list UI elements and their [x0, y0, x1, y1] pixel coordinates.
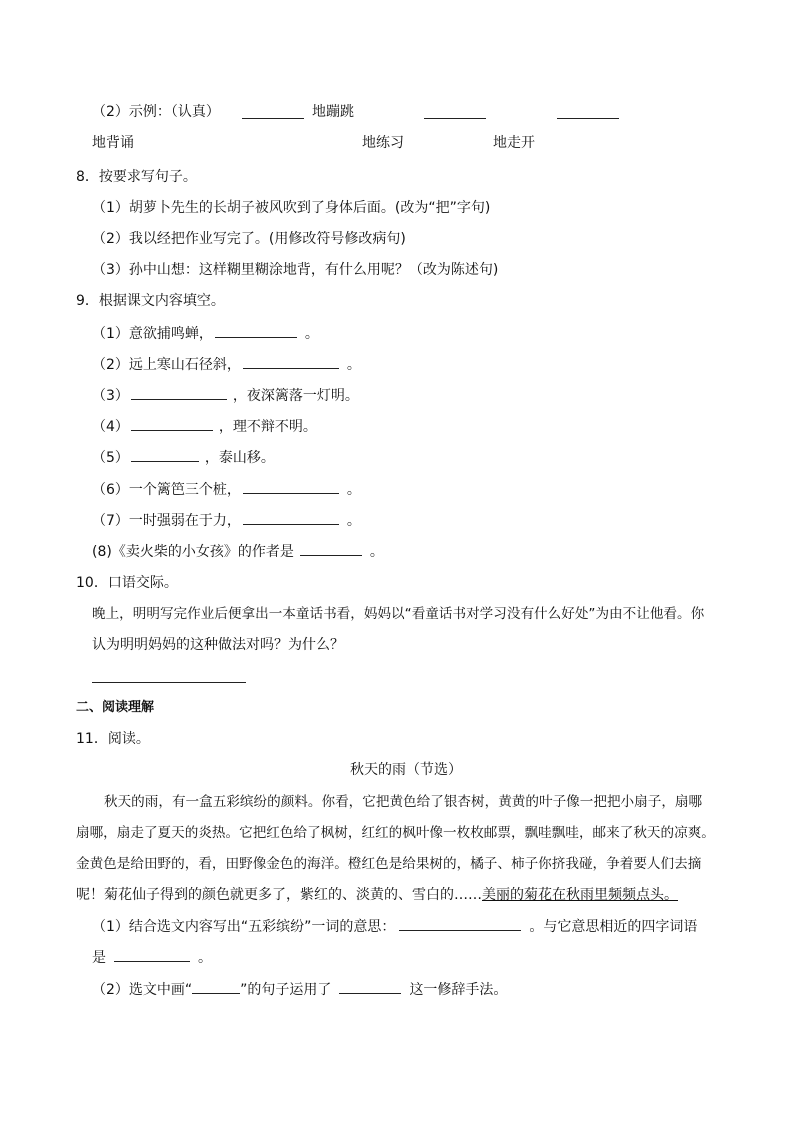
- passage-title: 秋天的雨（节选）: [350, 762, 462, 778]
- q9-item-1: [92, 323, 319, 344]
- q11-sub-1-cont: [92, 947, 212, 968]
- answer-blank-q9-3[interactable]: [131, 385, 227, 400]
- q9-item-6: [92, 479, 361, 500]
- q9-item-8-text: (8)《卖火柴的小女孩》的作者是: [92, 544, 294, 560]
- q8-item-2: （2）我以经把作业写完了。(用修改符号修改病句): [92, 231, 406, 247]
- passage-line-2: 扇哪，扇走了夏天的炎热。它把红色给了枫树，红红的枫叶像一枚枚邮票，飘哇飘哇，邮来了秋天的凉爽。: [76, 825, 715, 841]
- q11-sub-1-text-3: 是: [92, 950, 106, 966]
- q11-title: 11．阅读。: [76, 731, 150, 747]
- q9-item-2-end: 。: [346, 357, 361, 373]
- q11-sub-2: [92, 979, 507, 1000]
- q9-item-4-end: ，理不辩不明。: [218, 419, 317, 435]
- q7-item2-row: [92, 102, 220, 122]
- q9-item-5-text: （5）: [92, 450, 129, 466]
- answer-blank-q9-2[interactable]: [243, 354, 339, 369]
- answer-blank-q7-3[interactable]: [557, 104, 619, 119]
- answer-blank-q11-1[interactable]: [399, 916, 521, 931]
- q11-sub-1-text-4: 。: [198, 950, 212, 966]
- q7-item2-prefix: （2）示例：（认真）: [92, 104, 220, 120]
- q11-sub-1-text: （1）结合选文内容写出“五彩缤纷”一词的意思：: [92, 919, 396, 935]
- answer-blank-q7-1[interactable]: [242, 104, 304, 119]
- q10-text-line-1: 晚上，明明写完作业后便拿出一本童话书看，妈妈以“看童话书对学习没有什么好处”为由不让他看。你: [92, 606, 705, 622]
- q11-sub-1-text-2: 。与它意思相近的四字词语: [529, 919, 698, 935]
- q9-item-7: [92, 510, 361, 531]
- q9-item-3-text: （3）: [92, 388, 129, 404]
- q11-sub-2-text: （2）选文中画“: [92, 982, 193, 998]
- answer-blank-q9-8[interactable]: [300, 541, 362, 556]
- answer-blank-q9-1[interactable]: [215, 323, 297, 338]
- underline-mark-sample: [192, 979, 240, 994]
- q9-item-5: [92, 447, 275, 468]
- q7-word-3: 地练习: [362, 135, 404, 151]
- answer-blank-q9-4[interactable]: [131, 416, 213, 431]
- section-2-title: 二、阅读理解: [76, 700, 155, 715]
- underlined-sentence: 美丽的菊花在秋雨里频频点头。: [482, 887, 678, 903]
- q9-item-2: [92, 354, 361, 375]
- q9-item-1-text: （1）意欲捕鸣蝉，: [92, 326, 213, 342]
- answer-blank-q7-2[interactable]: [424, 104, 486, 119]
- q9-item-8-end: 。: [369, 544, 384, 560]
- passage-line-1: 秋天的雨，有一盒五彩缤纷的颜料。你看，它把黄色给了银杏树，黄黄的叶子像一把把小扇子，扇哪: [104, 794, 703, 810]
- q9-item-1-end: 。: [304, 326, 319, 342]
- q10-text-line-2: 认为明明妈妈的这种做法对吗？为什么？: [92, 637, 344, 653]
- passage-line-3: 金黄色是给田野的，看，田野像金色的海洋。橙红色是给果树的，橘子、柿子你挤我碰，争着要人们去摘: [76, 856, 702, 872]
- q9-item-6-end: 。: [346, 482, 361, 498]
- q10-title: 10．口语交际。: [76, 575, 178, 591]
- q11-sub-2-text-2: ”的句子运用了: [240, 982, 332, 998]
- q7-word-2: 地背诵: [92, 135, 134, 151]
- answer-blank-q9-5[interactable]: [131, 447, 199, 462]
- q9-item-2-text: （2）远上寒山石径斜，: [92, 357, 241, 373]
- answer-blank-q11-3[interactable]: [339, 979, 401, 994]
- answer-blank-q10[interactable]: [92, 668, 246, 683]
- q11-sub-1: [92, 916, 697, 937]
- q8-item-3: （3）孙中山想：这样糊里糊涂地背，有什么用呢？（改为陈述句): [92, 262, 499, 278]
- q9-item-7-text: （7）一时强弱在于力，: [92, 513, 241, 529]
- answer-blank-q9-6[interactable]: [243, 479, 339, 494]
- q7-word-1: 地蹦跳: [312, 104, 354, 120]
- q9-item-4-text: （4）: [92, 419, 129, 435]
- q9-item-8: [92, 541, 384, 562]
- q9-item-3-end: ，夜深篱落一灯明。: [232, 388, 359, 404]
- q7-word-4: 地走开: [493, 135, 535, 151]
- q9-item-4: [92, 416, 317, 437]
- q11-sub-2-text-3: 这一修辞手法。: [409, 982, 508, 998]
- q9-item-7-end: 。: [346, 513, 361, 529]
- passage-line-4: [76, 885, 678, 905]
- q8-item-1: （1）胡萝卜先生的长胡子被风吹到了身体后面。(改为“把”字句): [92, 200, 491, 216]
- q9-item-5-end: ，泰山移。: [204, 450, 275, 466]
- q8-title: 8．按要求写句子。: [76, 169, 197, 185]
- passage-line-4-text: 呢！菊花仙子得到的颜色就更多了，紫红的、淡黄的、雪白的……: [76, 887, 482, 903]
- q9-item-6-text: （6）一个篱笆三个桩，: [92, 482, 241, 498]
- q9-item-3: [92, 385, 359, 406]
- answer-blank-q11-2[interactable]: [114, 947, 190, 962]
- q9-title: 9．根据课文内容填空。: [76, 293, 225, 309]
- answer-blank-q9-7[interactable]: [243, 510, 339, 525]
